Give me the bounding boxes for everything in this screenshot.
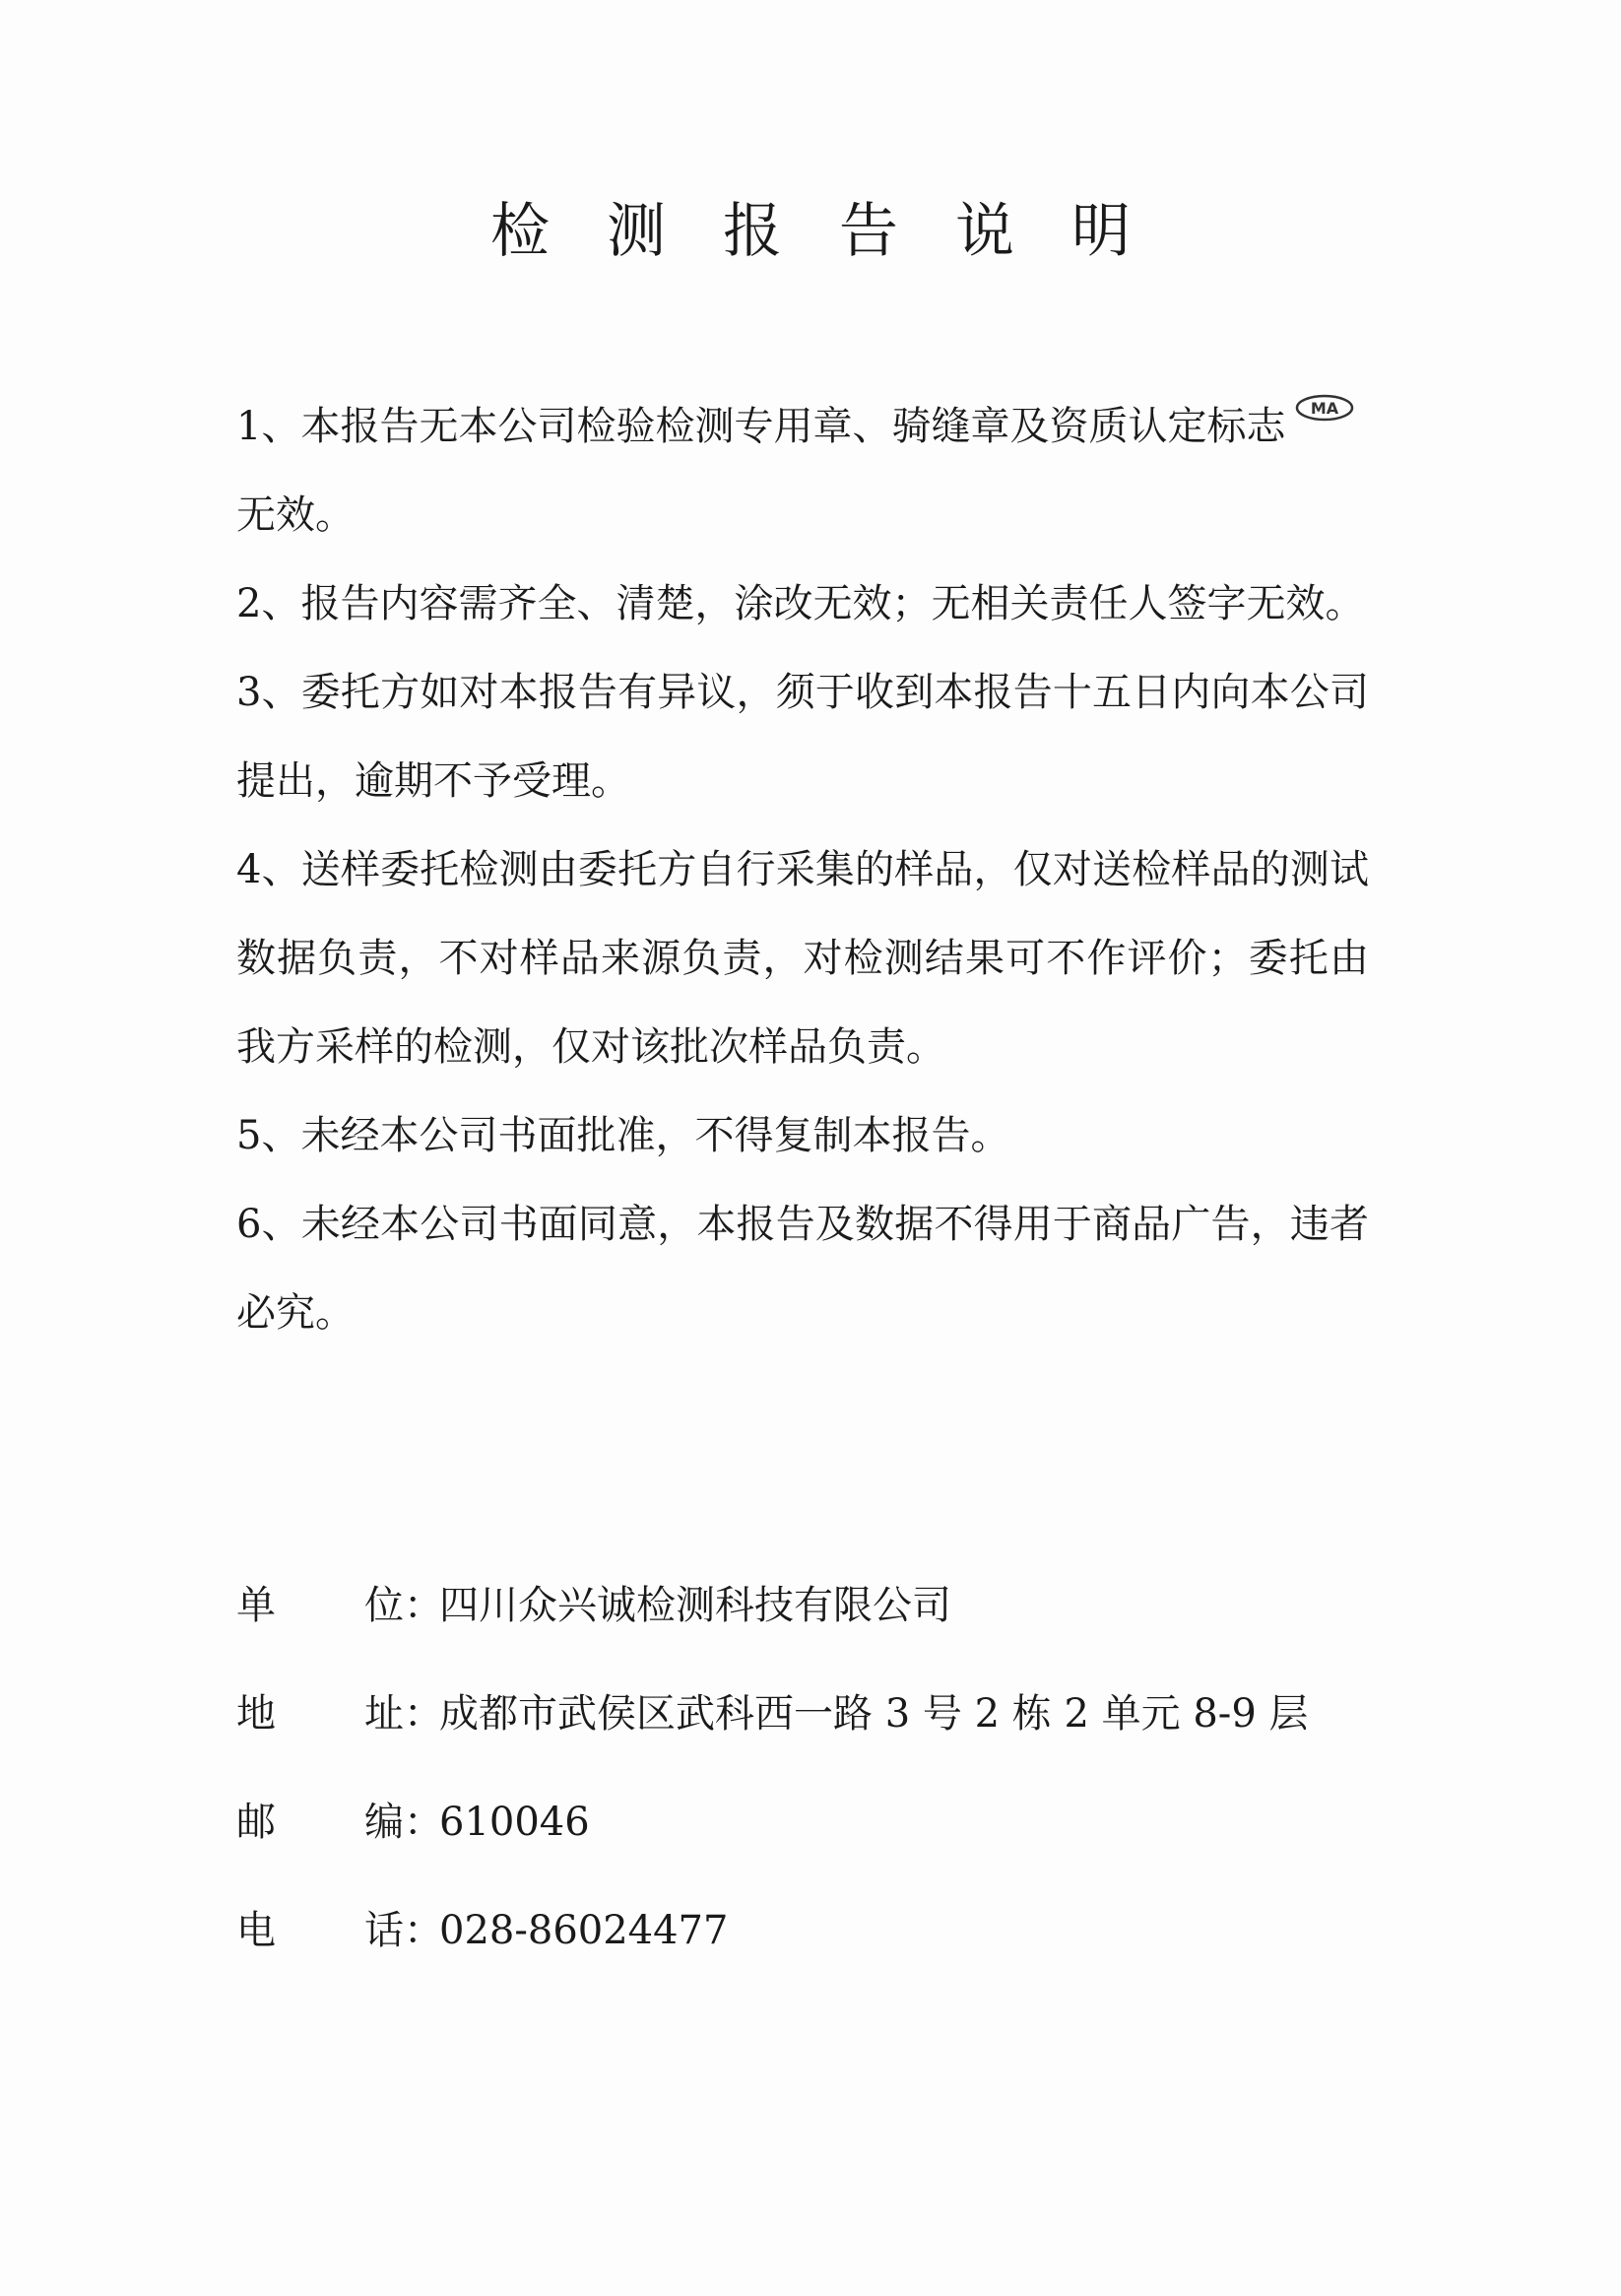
note-3: 3、委托方如对本报告有异议，须于收到本报告十五日内向本公司提出，逾期不予受理。: [236, 670, 1369, 804]
contact-row-phone: [236, 1901, 1369, 2009]
label-char: 编: [364, 1800, 404, 1845]
note-2: 2、报告内容需齐全、清楚，涂改无效；无相关责任人签字无效。: [236, 581, 1365, 626]
contact-value-address: 成都市武侯区武科西一路 3 号 2 栋 2 单元 8-9 层: [439, 1691, 1309, 1737]
label-char: 址: [364, 1691, 404, 1737]
contact-row-unit: [236, 1576, 1369, 1684]
ma-mark-text: MA: [1311, 399, 1339, 418]
label-char: 话: [364, 1908, 404, 1953]
contact-row-address: [236, 1684, 1369, 1793]
contact-label-phone: [236, 1901, 404, 1960]
contact-label-unit: [236, 1576, 404, 1635]
contact-label-postcode: [236, 1793, 404, 1852]
contact-colon: ：: [404, 1583, 443, 1628]
label-char: 单: [236, 1583, 276, 1628]
note-5: 5、未经本公司书面批准，不得复制本报告。: [236, 1113, 1010, 1158]
contact-value-unit: 四川众兴诚检测科技有限公司: [439, 1583, 951, 1628]
note-1: [236, 382, 1369, 559]
label-char: 地: [236, 1691, 276, 1737]
contact-colon: ：: [404, 1800, 443, 1845]
note-1-text-after: 无效。: [236, 492, 355, 538]
contact-colon: ：: [404, 1691, 443, 1737]
contact-row-postcode: [236, 1793, 1369, 1901]
contact-colon: ：: [404, 1908, 443, 1953]
label-char: 邮: [236, 1800, 276, 1845]
label-char: 位: [364, 1583, 404, 1628]
document-title: 检测报告说明: [490, 197, 1188, 266]
contact-value-phone: 028-86024477: [439, 1908, 729, 1953]
note-1-text: 1、本报告无本公司检验检测专用章、骑缝章及资质认定标志: [236, 404, 1286, 449]
note-4: 4、送样委托检测由委托方自行采集的样品，仅对送检样品的测试数据负责，不对样品来源负责，对检测结果可不作评价；委托由我方采样的检测，仅对该批次样品负责。: [236, 847, 1369, 1070]
contact-section: [236, 1576, 1369, 2009]
label-char: 电: [236, 1908, 276, 1953]
ma-certification-icon: [1295, 393, 1354, 423]
notes-section: [236, 382, 1369, 1357]
note-6: 6、未经本公司书面同意，本报告及数据不得用于商品广告，违者必究。: [236, 1202, 1369, 1336]
contact-label-address: [236, 1684, 404, 1743]
contact-value-postcode: 610046: [439, 1800, 590, 1845]
